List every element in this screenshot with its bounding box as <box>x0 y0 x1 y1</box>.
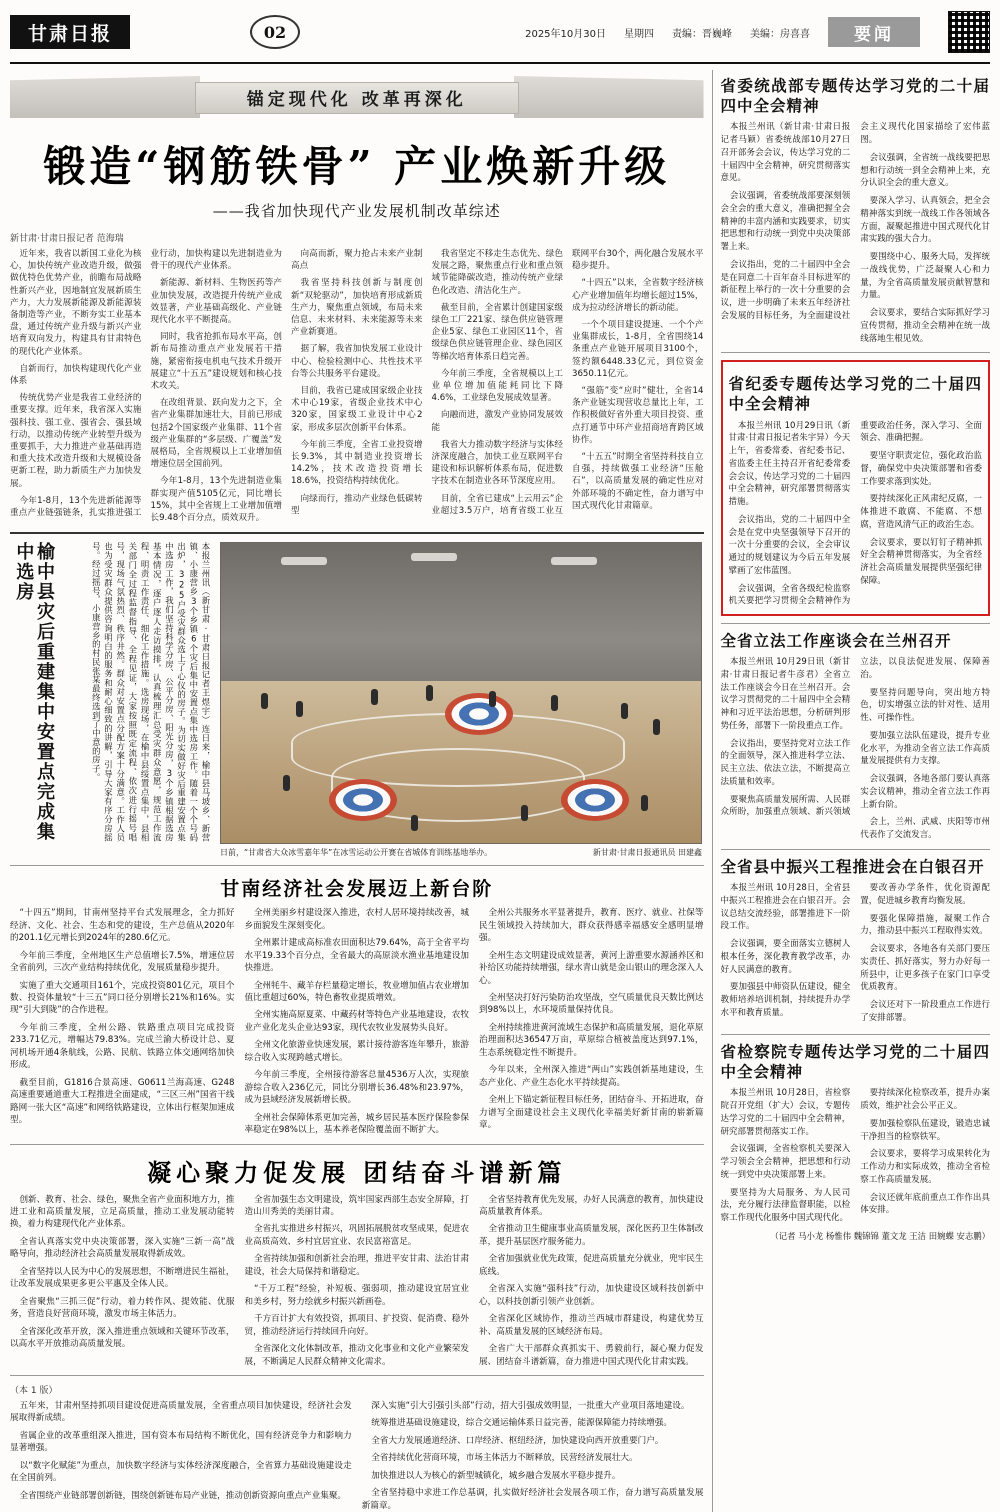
paragraph: 今年前三季度，全州接待游客总量4536万人次，实现旅游综合收入236亿元，同比分别增长36.48%和23.97%，成为县域经济发展新增长极。 <box>244 1070 469 1106</box>
right-article-body <box>721 882 990 1027</box>
paragraph: 创新、教育、社会、绿色，聚焦全省产业面积地方力，推进工业和高质量发展，立足高质量，推动工业发展动能转换，着力构建现代化产业体系。 <box>10 1194 235 1230</box>
paragraph: 会议要求，各地各有关部门要压实责任、抓好落实，努力办好每一所县中，让更多孩子在家门口享受优质教育。 <box>860 944 990 993</box>
campaign-banner <box>10 74 704 120</box>
paragraph: 全州上下锚定新征程目标任务，团结奋斗、开拓进取，奋力谱写全面建设社会主义现代化幸福美好新甘南的崭新篇章。 <box>479 1095 704 1131</box>
paragraph: 截至目前，G1816合景高速、G0611兰海高速、G248高速重要通道重大工程推进全面建成，“三区三州”国省干线路网一张大区“高速”和网络铁路建设，立体出行框架加速成型。 <box>10 1077 235 1126</box>
paragraph: 统筹推进基础设施建设，综合交通运输体系日益完善，能源保障能力持续增强。 <box>371 1418 672 1429</box>
paragraph: 向绿而行，推动产业绿色低碳转型 <box>291 493 423 516</box>
paragraph: “十四五”以来，全省数字经济核心产业增加值年均增长超过15%，成为拉动经济增长的新动能。 <box>572 278 704 313</box>
paragraph: 今年1-8月，13个先进新能源等重点产业链强链条，扎实推进强工业行动，加快构建以先进制造业为骨干的现代产业体系。 <box>10 249 282 519</box>
paragraph: 全省加强就业优先政策，促进高质量充分就业，兜牢民生底线。 <box>479 1254 704 1277</box>
paragraph: 要坚持问题导向，突出地方特色，切实增强立法的针对性、适用性、可操作性。 <box>860 687 990 724</box>
paragraph: 全省加强生态文明建设，筑牢国家西部生态安全屏障，打造山川秀美的美丽甘肃。 <box>244 1194 469 1217</box>
bottom-left-byline: （本 1 版） <box>10 1385 58 1396</box>
divider <box>721 623 990 624</box>
divider <box>10 1144 704 1145</box>
right-article <box>721 1042 990 1226</box>
paragraph: 会议指出，要坚持党对立法工作的全面领导，深入推进科学立法、民主立法、依法立法，不断提高立法质量和效率。 <box>720 738 851 787</box>
paragraph: 全省聚焦“三抓三促”行动，着力转作风、提效能、优服务，营造良好营商环境，激发市场主体活力。 <box>10 1296 235 1320</box>
paragraph: 要深入学习、认真领会，把全会精神落实到统一战线工作各领域各方面，凝聚起推进中国式现代化甘肃实践的强大合力。 <box>860 196 990 245</box>
paragraph: 加快推进以人为核心的新型城镇化，城乡融合发展水平稳步提升。 <box>371 1470 621 1481</box>
paragraph: 向高而新，聚力抢占未来产业制高点 <box>291 249 423 272</box>
paragraph: “千万工程”经验，补短板、强弱项，推动建设宜居宜业和美乡村，努力绘就乡村振兴新画卷。 <box>244 1284 469 1307</box>
photo-story-title: 榆中县灾后重建集中安置点完成集中选房 <box>13 542 55 843</box>
paragraph: 全省深化改革开放，深入推进重点领域和关键环节改革，以高水平开放推动高质量发展。 <box>10 1326 235 1350</box>
paragraph: 要持续深化检察改革，提升办案质效，维护社会公平正义。 <box>860 1088 990 1112</box>
paragraph: 今年前三季度，全州公路、铁路重点项目完成投资233.71亿元，增幅达79.83%。完成兰渝大桥设计总、夏河机场开通4条航线，公路、民航、铁路立体交通网络加快形成。 <box>10 1022 235 1071</box>
paragraph: 全州坚决打好污染防治攻坚战，空气质量优良天数比例达到98%以上，水环境质量保持优良。 <box>479 992 704 1016</box>
lead-article-body <box>10 248 704 524</box>
paragraph: 实施了重大交通项目161个，完成投资801亿元，项目个数、投资体量较“十三五”同口径分别增长21%和16%。实现“引大到陇”的合作进程。 <box>10 980 235 1016</box>
paragraph: 会议强调，各地各部门要认真落实会议精神，推动全省立法工作再上新台阶。 <box>860 774 990 810</box>
paragraph: 全省扎实推进乡村振兴，巩固拓展脱贫攻坚成果，促进农业高质高效、乡村宜居宜业、农民富裕富足。 <box>244 1224 469 1247</box>
right-article-body <box>721 1087 990 1226</box>
paragraph: 全州实施高原夏菜、中藏药材等特色产业基地建设，农牧业产业化龙头企业达93家，现代农牧业发展势头良好。 <box>244 1010 469 1033</box>
paragraph: 深入实施“引大引强引头部”行动，招大引强成效明显，一批重大产业项目落地建设。 <box>371 1400 690 1411</box>
divider <box>721 352 990 353</box>
paragraph: 全省广大干部群众真抓实干、勇毅前行，凝心聚力促发展、团结奋斗谱新篇，奋力推进中国式现代化甘肃实践。 <box>479 1344 704 1367</box>
paragraph: 会议强调，要全面落实立德树人根本任务，深化教育教学改革，办好人民满意的教育。 <box>720 939 851 975</box>
page-number: 02 <box>250 15 300 49</box>
masthead <box>10 6 990 64</box>
bottom-left-body <box>10 1400 704 1512</box>
paragraph: 要聚焦高质量发展所需、人民群众所盼，加强重点领域、新兴领域立法，以良法促进发展、保障善治。 <box>720 657 990 818</box>
banner-right-shape <box>514 76 704 118</box>
right-article-title[interactable]: 全省县中振兴工程推进会在白银召开 <box>720 856 985 876</box>
paragraph: 自新而行，加快构建现代化产业体系 <box>10 363 142 387</box>
paper-logo: 甘肃日报 <box>10 15 130 49</box>
paragraph: 要围绕中心、服务大局，发挥统一战线优势，广泛凝聚人心和力量，为全省高质量发展贡献智慧和力量。 <box>860 252 990 301</box>
gannan-body <box>10 907 704 1136</box>
photo-credit: 新甘肃·甘肃日报通讯员 田建鑫 <box>592 848 702 858</box>
paragraph: 会议指出，党的二十届四中全会是在同意二十百年奋斗目标进军的新征程上举行的一次十分重要的会议，进一步明确了未来五年经济社会发展的目标任务，为全面建设社会主义现代化国家描绘了宏伟蓝图。 <box>720 122 990 321</box>
right-article-title[interactable]: 省委统战部专题传达学习党的二十届四中全会精神 <box>720 76 990 116</box>
paragraph: “强筋”变“应时”健壮，全省14条产业链实现营收总量比上年，工作积极做好省外重大项目投资、重点打通节中环产业招商培育跨区域协作。 <box>572 386 704 445</box>
paragraph: 一个个项目建设提速、一个个产业集群成长，1-8月，全省围绕14条重点产业链开展项目3100个，签约额6448.33亿元，到位资金3650.11亿元。 <box>572 320 704 379</box>
paragraph: 全省围绕产业链部署创新链，围绕创新链布局产业链，推动创新资源向重点产业集聚。 <box>19 1490 347 1501</box>
paragraph: 会议强调，全省检察机关要深入学习领会全会精神，把思想和行动统一到党中央决策部署上来。 <box>720 1144 851 1180</box>
paragraph: 会议要求，要以钉钉子精神抓好全会精神贯彻落实，为全省经济社会高质量发展提供坚强纪律保障。 <box>860 537 982 586</box>
right-column-signature: （记者 马小龙 杨惟伟 魏锦锦 董文龙 王洁 田婉蝶 安志鹏） <box>770 1231 990 1241</box>
paragraph: 截至目前，全省累计创建国家级绿色工厂221家、绿色供应链管理企业5家、绿色工业园区11个，省级绿色供应链管理企业、绿色园区等梯次培育体系日趋完善。 <box>431 302 563 362</box>
paragraph: 会议要求，要结合实际抓好学习宣传贯彻，推动全会精神在统一战线落地生根见效。 <box>860 308 990 344</box>
paragraph: 全州公共服务水平显著提升，教育、医疗、就业、社保等民生领域投入持续加大，群众获得感幸福感安全感明显增强。 <box>479 908 704 944</box>
paragraph: 会上，兰州、武威、庆阳等市州代表作了交流发言。 <box>860 817 990 841</box>
divider <box>10 865 704 866</box>
paragraph: 会议还就年底前重点工作作出具体安排。 <box>860 1192 990 1216</box>
paragraph: 要坚守职责定位，强化政治监督，确保党中央决策部署和省委工作要求落到实处。 <box>860 451 982 487</box>
qr-code-icon[interactable] <box>948 11 990 53</box>
paragraph: 要坚持为大局服务、为人民司法，充分履行法律监督职能，以检察工作现代化服务中国式现代化。 <box>720 1187 851 1224</box>
paragraph: 全州文化旅游业快速发展，累计接待游客连年攀升，旅游综合收入实现跨越式增长。 <box>244 1040 469 1063</box>
paragraph: 全州生态文明建设成效显著，黄河上游重要水源涵养区和补给区功能持续增强，绿水青山就是金山银山的理念深入人心。 <box>479 950 704 986</box>
right-article-title[interactable]: 全省立法工作座谈会在兰州召开 <box>720 631 952 651</box>
paragraph: 千方百计扩大有效投资，抓项目、扩投资、促消费、稳外贸，推动经济运行持续回升向好。 <box>244 1314 469 1337</box>
paragraph: 会议还对下一阶段重点工作进行了安排部署。 <box>860 1000 990 1023</box>
right-article-body <box>721 121 990 345</box>
photo-story-body: 本报兰州讯（新甘肃·甘肃日报记者王煜宇）连日来，榆中县马坡乡、新营镇、小康营乡3个乡镇6个灾后集中安置点集中选房工作。随着一个个号码出炉，325户受灾群众选上了心仪的房子。为切实做好灾后重建安置点集中选房工作，我们坚持科学分房、公平分房、阳光分房，3个乡镇根据选房基本情况，逐户逐人走访摸排，认真梳理汇总受灾群众意愿，规范工作流程、明责工作责任、细化工作措施。选房现场，在榆中县绥置点集中，县相关部门全过程监督指导、全程见证，大家按照既定流程、依次进行摇号唱号，现场气氛热烈、秩序井然。群众对安置点分配方案十分满意。工作人员也为受灾群众提供咨询明白的服务和耐心细致的讲解，引导大家有序分房摇号。经过摇号，小康营乡的村民张某最终选到了中意的房子。 <box>91 542 211 843</box>
article-lead: 本报兰州讯 10月29日讯（新甘肃·甘肃日报记者牛彦君）全省立法工作座谈会今日在兰州召开。会议学习贯彻党的二十届四中全会精神和习近平法治思想，分析研判形势任务，部署下一阶段重点工作。 <box>720 657 851 731</box>
paragraph: 全省持续加强和创新社会治理，推进平安甘肃、法治甘肃建设，社会大局保持和谐稳定。 <box>244 1254 469 1277</box>
paragraph: 要加强立法队伍建设，提升专业化水平，为推动全省立法工作高质量发展提供有力支撑。 <box>860 730 990 767</box>
paragraph: 向融而进，激发产业协同发展效能 <box>431 410 563 433</box>
paragraph: 全省深入实施“强科技”行动，加快建设区域科技创新中心，以科技创新引领产业创新。 <box>479 1284 704 1307</box>
paragraph: 要加强检察队伍建设，锻造忠诚干净担当的检察铁军。 <box>860 1118 990 1142</box>
editor-responsible: 责编：晋巍峰 <box>672 28 732 40</box>
paragraph: 我省坚定不移走生态优先、绿色发展之路，聚焦重点行业和重点领域节能降碳改造，推动传统产业绿色化改造、清洁化生产。 <box>431 249 563 296</box>
paragraph: 全州累计建成高标准农田面积达79.64%，高于全省平均水平19.33个百分点，全省最大的高原淡水渔业基地建设加快推进。 <box>244 938 469 974</box>
editor-layout: 美编：房喜喜 <box>750 28 810 40</box>
page-subtitle: ——我省加快现代产业发展机制改革综述 <box>212 202 501 220</box>
article-lead: 本报兰州讯（新甘肃·甘肃日报记者马颖）省委统战部10月27日召开部务会会议，传达学习党的二十届四中全会精神，研究贯彻落实意见。 <box>720 122 851 184</box>
paragraph: “十五五”时期全省坚持科技自立自强，持续做强工业经济“压舱石”，以高质量发展的确定性应对外部环境的不确定性，奋力谱写中国式现代化甘肃篇章。 <box>572 452 704 511</box>
right-article <box>721 857 990 1027</box>
paragraph: 今年1-8月，13个先进制造业集群实现产值5105亿元，同比增长15%，其中全省规上工业增加值增长9.48个百分点，质效双升。 <box>150 476 282 524</box>
paragraph: 全省推动卫生健康事业高质量发展，深化医药卫生体制改革，提升基层医疗服务能力。 <box>479 1224 704 1247</box>
paragraph: 全省深化区域协作，推动兰西城市群建设，构建优势互补、高质量发展的区域经济布局。 <box>479 1314 704 1337</box>
paragraph: 会议强调，全省各级纪检监察机关要把学习贯彻全会精神作为重要政治任务，深入学习、全面领会、准确把握。 <box>728 420 982 607</box>
paragraph: 会议强调，省委统战部要深刻领会全会的重大意义，准确把握全会精神的丰富内涵和实践要求，切实把思想和行动统一到党中央决策部署上来。 <box>720 191 851 253</box>
banner-left-shape <box>10 76 200 118</box>
paragraph: “十四五”期间，甘南州坚持平台式发展理念，全力抓好经济、文化、社会、生态和党的建设，生产总值从2020年的201.1亿元增长到2024年的280.6亿元。 <box>10 908 235 944</box>
right-article-title[interactable]: 省纪委专题传达学习党的二十届四中全会精神 <box>728 374 982 414</box>
paragraph: 目前，全省已建成“上云用云”企业超过3.5万户，培育省级工业互联网平台30个，两化融合发展水平稳步提升。 <box>431 249 704 516</box>
paragraph: 全州社会保障体系更加完善，城乡居民基本医疗保险参保率稳定在98%以上，基本养老保险覆盖面不断扩大。 <box>244 1112 469 1136</box>
paragraph: 五年来，甘肃州坚持抓项目建设促进高质量发展，全省重点项目加快建设，经济社会发展取得新成绩。 <box>10 1400 352 1424</box>
paragraph: 会议要求，要将学习成果转化为工作动力和实际成效，推动全省检察工作高质量发展。 <box>860 1149 990 1185</box>
paragraph: 全省坚持以人民为中心的发展思想，不断增进民生福祉，让改革发展成果更多更公平惠及全体人民。 <box>10 1266 235 1290</box>
paragraph: 全省深化文化体制改革，推动文化事业和文化产业繁荣发展，不断满足人民群众精神文化需求。 <box>244 1344 469 1367</box>
issue-date: 2025年10月30日 <box>525 28 606 40</box>
paragraph: 全省大力发展通道经济、口岸经济、枢纽经济，加快建设向西开放重要门户。 <box>371 1435 664 1446</box>
paragraph: 会议强调，全省统一战线要把思想和行动统一到全会精神上来，充分认识全会的重大意义。 <box>860 152 990 189</box>
paragraph: 今年以来，全州深入推进“两山”实践创新基地建设，生态产业化、产业生态化水平持续提高。 <box>479 1065 704 1088</box>
article-lead: 本报兰州讯 10月29日讯（新甘肃·甘肃日报记者朱宇异）今天上午，省委常委、省纪委书记、省监委主任主持召开省纪委常委会会议，传达学习党的二十届四中全会精神，研究部署贯彻落实措施。 <box>728 420 851 508</box>
paragraph: 据了解，我省加快发展工业设计中心、检验检测中心、共性技术平台等公共服务平台建设。 <box>291 344 423 379</box>
lead-byline: 新甘肃·甘肃日报记者 范海瑞 <box>10 234 124 244</box>
photo-caption <box>220 847 702 858</box>
paragraph: 要强化保障措施，凝聚工作合力，推动县中振兴工程取得实效。 <box>860 913 990 937</box>
paragraph: 今年前三季度，全省规模以上工业单位增加值能耗同比下降4.6%，工业绿色发展成效显著。 <box>431 368 563 404</box>
paragraph: 同时，我省抢抓布局水平高，创新布局推动重点产业发展若干措施，紧密衔接电机电气技术升级开展建立“十五五”建设规划和核心技术攻关。 <box>150 332 282 392</box>
divider <box>721 849 990 850</box>
paragraph: 全省坚持教育优先发展，办好人民满意的教育，加快建设高质量教育体系。 <box>479 1194 704 1217</box>
right-article-body <box>721 656 990 842</box>
paragraph: 新能源、新材料、生物医药等产业加快发展，改造提升传统产业成效显著，产业基础高级化、产业链现代化水平不断提高。 <box>150 278 282 326</box>
paragraph: 今年前三季度，全省工业投资增长9.3%，其中制造业投资增长14.2%，技术改造投资增长18.6%，投资结构持续优化。 <box>291 439 423 487</box>
paragraph: 全省坚持稳中求进工作总基调，扎实做好经济社会发展各项工作，奋力谱写高质量发展新篇章。 <box>361 1488 704 1511</box>
banner-text: 锚定现代化 改革再深化 <box>246 89 467 110</box>
right-article <box>721 360 990 616</box>
paragraph: 会议指出，党的二十届四中全会是在党中央坚强领导下召开的一次十分重要的会议，全会审议通过的规划建议为今后五年发展擘画了宏伟蓝图。 <box>728 514 851 576</box>
paragraph: 在改组背景、跃向发力之下，全省产业集群加速壮大，目前已形成包括2个国家级产业集群、11个省级产业集群的“多层级、广覆盖”发展格局，全省规模以上工业增加值增速位居全国前列。 <box>150 398 282 470</box>
paragraph: 我省大力推动数字经济与实体经济深度融合，加快工业互联网平台建设和标识解析体系布局，促进数字技术在制造业各环节深度应用。 <box>431 439 563 487</box>
article-lead: 本报兰州讯 10月28日，省检察院召开党组（扩大）会议，专题传达学习党的二十届四中全会精神，研究部署贯彻落实工作。 <box>720 1088 851 1137</box>
paragraph: 全省认真落实党中央决策部署，深入实施“三新一高”战略导向，推动经济社会高质量发展取得新成效。 <box>10 1236 235 1260</box>
issue-weekday: 星期四 <box>624 28 654 40</box>
paragraph: 全州持续推进黄河流域生态保护和高质量发展，退化草原治理面积达36547万亩，草原综合植被盖度达到97.1%，生态系统稳定性不断提升。 <box>479 1022 704 1058</box>
paragraph: 目前，我省已建成国家级企业技术中心19家，省级企业技术中心320家，国家级工业设计中心2家，形成多层次创新平台体系。 <box>291 386 423 433</box>
page-title: 锻造“钢筋铁骨” 产业焕新升级 <box>43 142 671 191</box>
paragraph: 以“数字化赋能”为重点，加快数字经济与实体经济深度融合，全省算力基础设施建设走在全国前列。 <box>10 1460 352 1484</box>
section-badge: 要闻 <box>828 17 920 47</box>
page-columns <box>10 70 990 1512</box>
right-article-title[interactable]: 省检察院专题传达学习党的二十届四中全会精神 <box>720 1042 990 1082</box>
paragraph: 我省坚持科技创新与制度创新“双轮驱动”，加快培育形成新质生产力，聚焦重点领域，布局未来信息、未来材料、未来能源等未来产业新赛道。 <box>291 278 423 338</box>
paragraph: 要持续深化正风肃纪反腐，一体推进不敢腐、不能腐、不想腐，营造风清气正的政治生态。 <box>860 494 982 530</box>
divider <box>721 1034 990 1035</box>
right-article-body <box>729 420 982 609</box>
paragraph: 传统优势产业是我省工业经济的重要支撑。近年来，我省深入实施强科技、强工业、强省会、强县域行动，以推动传统产业转型升级为重要抓手，大力推进产业基础再造和重大技术改造升级和大规模设备更新工程，助力新质生产力加快发展。 <box>10 393 142 489</box>
paragraph: 全省持续优化营商环境，市场主体活力不断释放，民营经济发展壮大。 <box>371 1453 638 1464</box>
photo-image <box>220 542 702 844</box>
paragraph: 全州牦牛、藏羊存栏量稳定增长，牧业增加值占农业增加值比重超过60%，特色畜牧业提质增效。 <box>244 980 469 1003</box>
paragraph: 近年来，我省以新国工业化为核心，加快传统产业改造升级，做强做优特色优势产业，前瞻布局战略性新兴产业，因地制宜发展新质生产力，大力发展新能源及新能源装备制造等产业，不断夯实工业基本盘，通过传统产业升级与新兴产业培育双向发力，构建具有甘肃特色的现代化产业体系。 <box>10 249 142 357</box>
right-article <box>721 631 990 842</box>
photo-caption-text: 日前，“甘肃省大众冰雪嘉年华”在冰雪运动公开赛在省城体育训练基地举办。 <box>220 848 493 858</box>
unity-body <box>10 1194 704 1368</box>
divider <box>10 532 704 534</box>
paragraph: 要加强县中师资队伍建设，健全教师培养培训机制，持续提升办学水平和教育质量。 <box>720 982 851 1018</box>
article-lead: 本报兰州讯 10月28日，全省县中振兴工程推进会在白银召开。会议总结交流经验，部署推进下一阶段工作。 <box>720 883 851 932</box>
masthead-meta <box>525 11 990 53</box>
gannan-title: 甘南经济社会发展迈上新台阶 <box>220 878 494 901</box>
photo-story <box>10 542 704 858</box>
unity-title: 凝心聚力促发展 团结奋斗谱新篇 <box>147 1157 567 1187</box>
paragraph: 省属企业的改革重组深入推进，国有资本布局结构不断优化，国有经济竞争力和影响力显著增强。 <box>10 1430 352 1454</box>
paragraph: 要改善办学条件，优化资源配置，促进城乡教育均衡发展。 <box>860 883 990 906</box>
right-region <box>712 70 990 1512</box>
paragraph: 全州美丽乡村建设深入推进，农村人居环境持续改善，城乡面貌发生深刻变化。 <box>244 908 469 931</box>
right-article <box>721 76 990 345</box>
divider <box>10 1375 704 1376</box>
left-region <box>10 70 704 1512</box>
paragraph: 今年前三季度，全州地区生产总值增长7.5%，增速位居全省前列，三次产业结构持续优化，发展质量稳步提升。 <box>10 950 235 974</box>
